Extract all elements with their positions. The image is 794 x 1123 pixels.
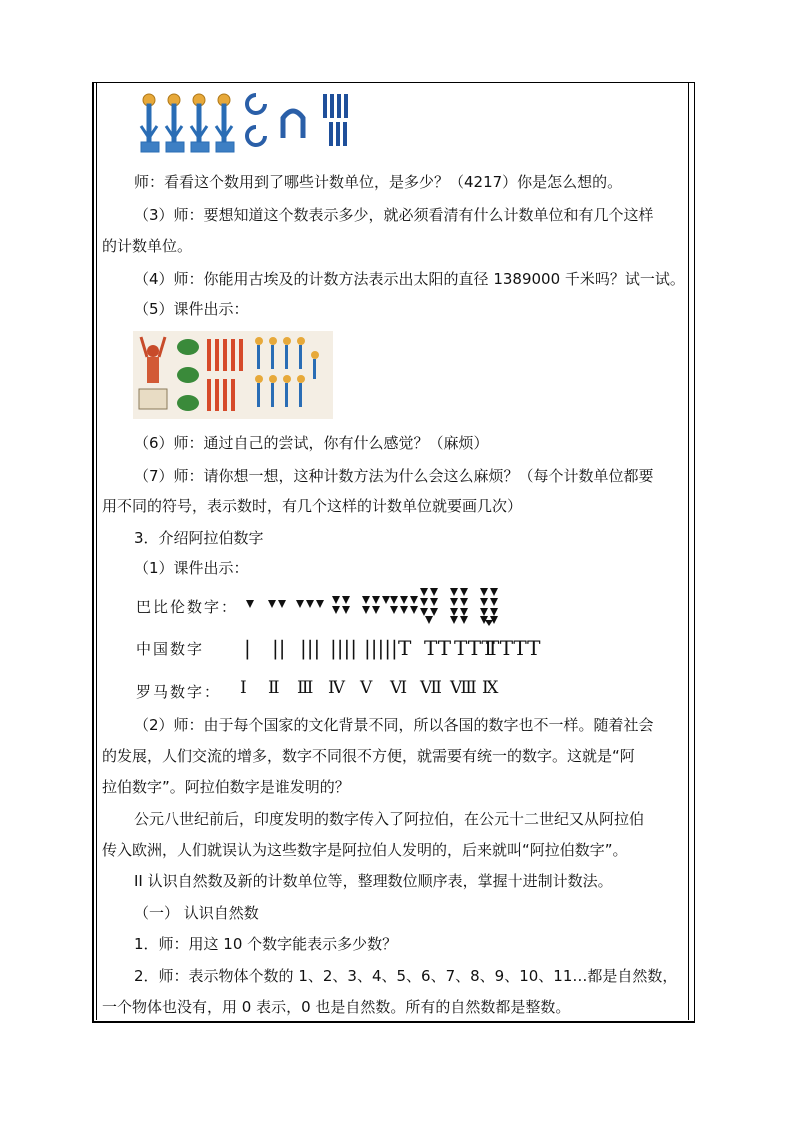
egyptian-numeral-4217-image <box>133 90 363 160</box>
roman-numeral-2: Ⅱ <box>268 678 280 698</box>
text-line: 用不同的符号，表示数时，有几个这样的计数单位就要画几次） <box>102 497 523 515</box>
roman-numeral-3: Ⅲ <box>297 678 314 698</box>
text-line: 公元八世纪前后，印度发明的数字传入了阿拉伯，在公元十二世纪又从阿拉伯 <box>134 810 645 828</box>
text-line: 1．师：用这 10 个数字能表示多少数？ <box>134 935 398 953</box>
text-line: 一个物体也没有，用 0 表示，0 也是自然数。所有的自然数都是整数。 <box>102 998 571 1016</box>
chinese-numeral-6: T <box>398 636 412 660</box>
text-line: （3）师：要想知道这个数表示多少，就必须看清有什么计数单位和有几个这样 <box>134 206 654 224</box>
text-line: 拉伯数字”。阿拉伯数字是谁发明的？ <box>102 778 350 796</box>
frog-hundred-thousands-icon <box>177 339 199 411</box>
babylonian-label: 巴比伦数字： <box>136 598 239 616</box>
chinese-numeral-2: || <box>272 636 286 660</box>
chinese-numeral-label: 中国数字 <box>136 640 205 658</box>
text-line: 传入欧洲，人们就误认为这些数字是阿拉伯人发明的，后来就叫“阿拉伯数字”。 <box>102 841 628 859</box>
text-line: （一） 认识自然数 <box>134 904 259 922</box>
text-line: （4）师：你能用古埃及的计数方法表示出太阳的直径 1389000 千米吗？试一试。 <box>134 270 685 288</box>
double-border-left <box>96 82 97 1020</box>
chinese-numeral-7: TT <box>424 636 452 660</box>
roman-numeral-6: Ⅵ <box>390 678 408 698</box>
text-line: （1）课件出示： <box>134 559 249 577</box>
text-line: （2）师：由于每个国家的文化背景不同，所以各国的数字也不一样。随着社会 <box>134 716 654 734</box>
roman-numeral-label: 罗马数字： <box>136 683 222 701</box>
double-border-right <box>688 82 689 1020</box>
roman-numeral-1: Ⅰ <box>240 678 247 698</box>
text-line: （7）师：请你想一想，这种计数方法为什么会这么麻烦？（每个计数单位都要 <box>134 467 654 485</box>
text-line: 3．介绍阿拉伯数字 <box>134 529 264 547</box>
chinese-numeral-9: TTTT <box>486 636 541 660</box>
text-line: （6）师：通过自己的尝试，你有什么感觉？（麻烦） <box>134 434 489 452</box>
text-line: 的计数单位。 <box>102 237 193 255</box>
roman-numeral-4: Ⅳ <box>328 678 345 698</box>
text-line: 的发展，人们交流的增多，数字不同很不方便，就需要有统一的数字。这就是“阿 <box>102 747 635 765</box>
roman-numeral-8: Ⅷ <box>450 678 477 698</box>
chinese-numeral-4: |||| <box>330 636 357 660</box>
heel-ten-icon <box>283 111 303 138</box>
stroke-units-icon <box>323 94 348 146</box>
chinese-numeral-5: ||||| <box>364 636 398 660</box>
chinese-numeral-8: TTT <box>454 636 495 660</box>
text-line: 2．师：表示物体个数的 1、2、3、4、5、6、7、8、9、10、11…都是自然数， <box>134 967 678 985</box>
roman-numeral-9: Ⅸ <box>482 678 499 698</box>
egyptian-numeral-1389000-image <box>133 331 333 419</box>
chinese-numeral-3: ||| <box>300 636 321 660</box>
cuneiform-wedges <box>246 588 498 626</box>
lotus-thousands-icon <box>141 94 234 152</box>
text-line: 师：看看这个数用到了哪些计数单位，是多少？（4217）你是怎么想的。 <box>134 173 623 191</box>
coil-hundreds-icon <box>247 95 265 145</box>
text-line: （5）课件出示： <box>134 300 249 318</box>
text-line: II 认识自然数及新的计数单位等，整理数位顺序表，掌握十进制计数法。 <box>134 872 613 890</box>
roman-numeral-5: Ⅴ <box>360 678 373 698</box>
roman-numeral-7: Ⅶ <box>420 678 442 698</box>
babylonian-numerals <box>240 586 510 626</box>
chinese-numeral-1: | <box>244 636 251 660</box>
